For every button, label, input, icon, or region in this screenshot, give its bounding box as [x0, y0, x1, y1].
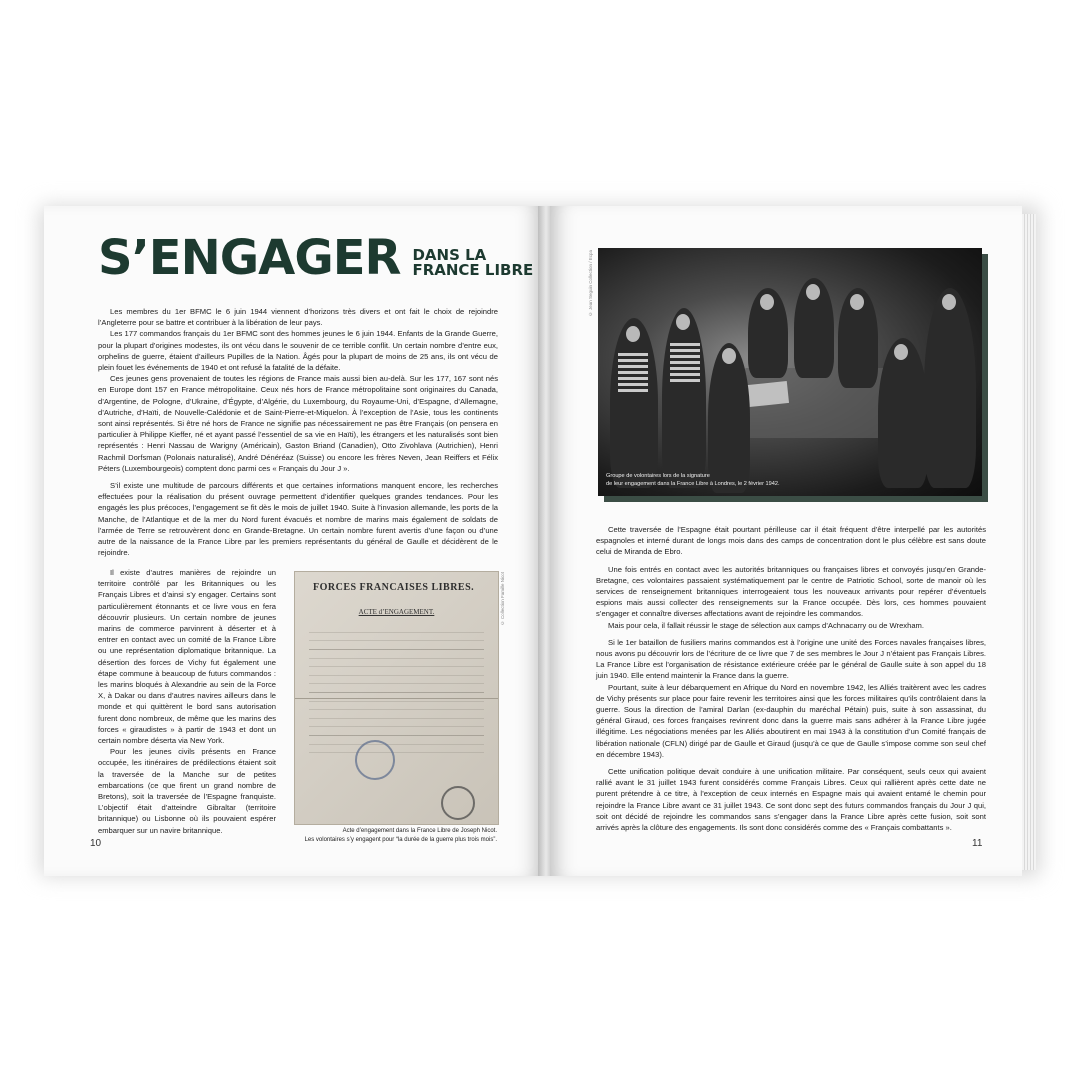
- photo-face: [894, 344, 908, 360]
- page-number-left: 10: [90, 838, 102, 849]
- title-sub-line-1: DANS LA: [412, 245, 487, 264]
- group-photo-caption-line-1: Groupe de volontaires lors de la signature: [606, 473, 710, 479]
- page-number-right: 11: [972, 838, 983, 849]
- group-photo-credit: © Jean Seguin Collection / Ecpa: [588, 250, 593, 317]
- doc-photo-credit: © Collection Famille Nicot: [500, 572, 505, 626]
- photo-figure: [878, 338, 928, 488]
- intro-text: [98, 306, 498, 558]
- photo-face: [760, 294, 774, 310]
- paragraph: Cette unification politique devait conduire à une unification militaire. Par conséquent, seuls ceux qui avaient rallié avant le 31 juillet 1943 furent considérés comme Français Libres. Ceux qui rallièrent après cette date ne purent prétendre à ce titre, à l’exception de ceux internés en Espagne mais qui avaient entamé le chemin pour rejoindre la France Libre avant ce 31 juillet 1943. Ce sont donc sept des futurs commandos français du Jour J qui, soit ont décidé de rejoindre les commandos sans s’engager dans la France Libre après cette fusion, soit sont arrivés après la clôture des engagements. Ils sont donc considérés comme des « Français combattants ».: [596, 767, 986, 833]
- title-main: S’ENGAGER: [98, 230, 401, 286]
- photo-face: [850, 294, 864, 310]
- photo-face: [626, 326, 640, 342]
- doc-caption: [294, 827, 497, 844]
- doc-fold: [295, 698, 498, 699]
- paragraph: Ces jeunes gens provenaient de toutes les régions de France mais aussi bien au-delà. Sur les 177, 167 sont nés en Europe dont 157 en France métropolitaine. Ceux nés hors de France métropolitaine sont originaires du Canada, d’Argentine, de Pologne, d’Ukraine, d’Égypte, d’Algérie, du Luxembourg, du Royaume-Uni, d’Espagne, d’Allemagne, d’Autriche, d’Haïti, de Nouvelle-Calédonie et de Saint-Pierre-et-Miquelon. À l’exception de l’Asie, tous les continents sont ainsi représentés. Si être né hors de France ne signifie pas nécessairement ne pas être Français (on pensera en particulier à Philippe Kieffer, né et ayant passé l’essentiel de sa vie en Haïti), les étrangers et les naturalisés sont bien représentés : Henri Nassau de Warigny (Américain), Gaston Briand (Canadien), Otto Zivohlava (Autrichien), Henri Rachmil Dorfsman (Polonais naturalisé), André Dénéréaz (Suisse) ou encore les frères Neven, Jean Reiffers et Félix Péters (Luxembourgeois) comptent donc parmi ces « Français du Jour J ».: [98, 374, 498, 473]
- photo-face: [722, 348, 736, 364]
- doc-lines: [309, 624, 484, 754]
- photo-paper: [747, 381, 789, 407]
- photo-figure: [924, 288, 976, 488]
- paragraph: Cette traversée de l’Espagne était pourtant périlleuse car il était fréquent d’être interpellé par les autorités espagnoles et interné durant de longs mois dans des camps de concentration dont le plus célèbre est sans doute celui de Miranda de Ebro.: [596, 525, 986, 557]
- photo-face: [942, 294, 956, 310]
- photo-striped-shirt: [670, 343, 700, 383]
- paragraph: Si le 1er bataillon de fusiliers marins commandos est à l’origine une unité des Forces navales françaises libres, nous avons pu découvrir lors de l’écriture de ce livre que 7 de ses membres le Jour J n’étaient pas Français Libres. La France Libre est l’organisation de résistance extérieure créée par le général de Gaulle suite à son appel du 18 juin 1940. Elle entend maintenir la France dans la guerre.: [596, 637, 986, 681]
- right-page: [550, 206, 1022, 876]
- title-sub: [412, 245, 534, 283]
- engagement-document-photo: [294, 571, 499, 825]
- paragraph: Pourtant, suite à leur débarquement en Afrique du Nord en novembre 1942, les Alliés traitèrent avec les cadres de Vichy présents sur place pour faire revenir les territoires ainsi que les forces militaires qu’ils contrôlaient dans la guerre. Sous la direction de l’amiral Darlan (ex-dauphin du maréchal Pétain) puis, suite à son assassinat, du général Giraud, ces forces françaises revinrent donc dans la guerre mais sans adhérer à la France Libre jugée illégitime. Les négociations menées par les Alliés aboutirent en mai 1943 à la constitution d’un Comité français de libération nationale (CFLN) dirigé par de Gaulle et Giraud (jusqu’à ce que de Gaulle s’impose comme son seul chef en décembre 1943).: [596, 682, 986, 759]
- page-edges: [1022, 214, 1036, 870]
- stamp-icon: [441, 786, 475, 820]
- stamp-icon: [355, 740, 395, 780]
- photo-face: [676, 314, 690, 330]
- paragraph: S’il existe une multitude de parcours différents et que certaines informations manquent encore, les recherches effectuées pour la réalisation du présent ouvrage permettent d’identifier quelques grandes tendances. Pour les engagés les plus précoces, l’engagement se fit dès le mois de juillet 1940. Suite à l’invasion allemande, les ports de la Manche, de l’Atlantique et de la mer du Nord furent évacués et nombre de marins mais également de soldats de l’armée de Terre se retrouvèrent donc en Grande-Bretagne. Un certain nombre furent avertis d’une façon ou d’une autre de la naissance de la France Libre par les premiers représentants du général de Gaulle et décidèrent de le rejoindre.: [98, 481, 498, 558]
- left-page: [44, 206, 542, 876]
- photo-figure: [662, 308, 706, 488]
- paragraph: Mais pour cela, il fallait réussir le stage de sélection aux camps d’Achnacarry ou de Wrexham.: [608, 620, 924, 630]
- doc-caption-line-2: Les volontaires s’y engagent pour “la durée de la guerre plus trois mois”.: [304, 836, 497, 843]
- paragraph: Les 177 commandos français du 1er BFMC sont des hommes jeunes le 6 juin 1944. Enfants de la Grande Guerre, pour la plupart d’origines modestes, ils ont vécu dans le souvenir de ce terrible conflit. Un certain nombre d’entre eux, orphelins de guerre, étaient d’ailleurs Pupilles de la Nation. Âgés pour la plupart de moins de 25 ans, ils ont vécu de plein fouet les événements de 1940 et ont refusé la fatalité de la défaite.: [98, 329, 498, 373]
- volunteers-group-photo: [598, 248, 982, 496]
- doc-title: FORCES FRANCAISES LIBRES.: [313, 582, 475, 593]
- paragraph: Pour les jeunes civils présents en France occupée, les itinéraires de prédilections étaient soit la traversée de la Manche sur de petites embarcations (ce que firent un grand nombre de Bretons), soit la traversée de l’Espagne franquiste. L’objectif était d’atteindre Gibraltar (territoire britannique) ou Lisbonne où ils pouvaient espérer embarquer sur un navire britannique.: [98, 747, 276, 835]
- paragraph: Les membres du 1er BFMC le 6 juin 1944 viennent d’horizons très divers et ont fait le choix de rejoindre l’Angleterre pour se battre et contribuer à la libération de leur pays.: [98, 307, 498, 328]
- group-photo-caption-line-2: de leur engagement dans la France Libre à Londres, le 2 février 1942.: [606, 481, 780, 487]
- page-title: [98, 230, 534, 286]
- left-column-text: [98, 567, 276, 836]
- photo-figure: [708, 343, 750, 493]
- paragraph: Il existe d’autres manières de rejoindre un territoire contrôlé par les Britanniques ou les Français Libres et d’ainsi s’y engager. Certains sont particulièrement étonnants et ce livre vous en fera découvrir plusieurs. Un certain nombre de jeunes marins de commerce parvinrent à déserter et à entrer en contact avec un comité de la France Libre ou une représentation diplomatique britannique. La désertion des forces de Vichy fut également une étape commune à beaucoup de futurs commandos : les marins bloqués à Alexandrie au sein de la Force X, à Dakar ou dans d’autres navires ailleurs dans le monde et qui quittèrent le bord sans autorisation furent donc nombreux, de même que les marins des forces « giraudistes » à partir de 1943 et dont un certain nombre déserta via New York.: [98, 568, 276, 746]
- photo-face: [806, 284, 820, 300]
- paragraph: Une fois entrés en contact avec les autorités britanniques ou françaises libres et convoyés jusqu’en Grande-Bretagne, ces volontaires passaient systématiquement par le centre de Patriotic School, sorte de manoir où les services de renseignement britanniques interrogeaient tous les nouveaux arrivants pour repérer d’éventuels espions mais aussi collecter des renseignements sur la France occupée. Dès lors, ces hommes pouvaient s’engager et connaître diverses affectations avant de rejoindre les commandos.: [596, 564, 986, 619]
- title-sub-line-2: FRANCE LIBRE: [412, 261, 534, 280]
- doc-caption-line-1: Acte d’engagement dans la France Libre de Joseph Nicot.: [342, 828, 497, 834]
- photo-figure: [610, 318, 658, 488]
- group-photo-caption: [606, 472, 780, 488]
- photo-striped-shirt: [618, 353, 648, 393]
- doc-subtitle: ACTE d’ENGAGEMENT.: [358, 608, 435, 616]
- right-column-text: [596, 524, 986, 833]
